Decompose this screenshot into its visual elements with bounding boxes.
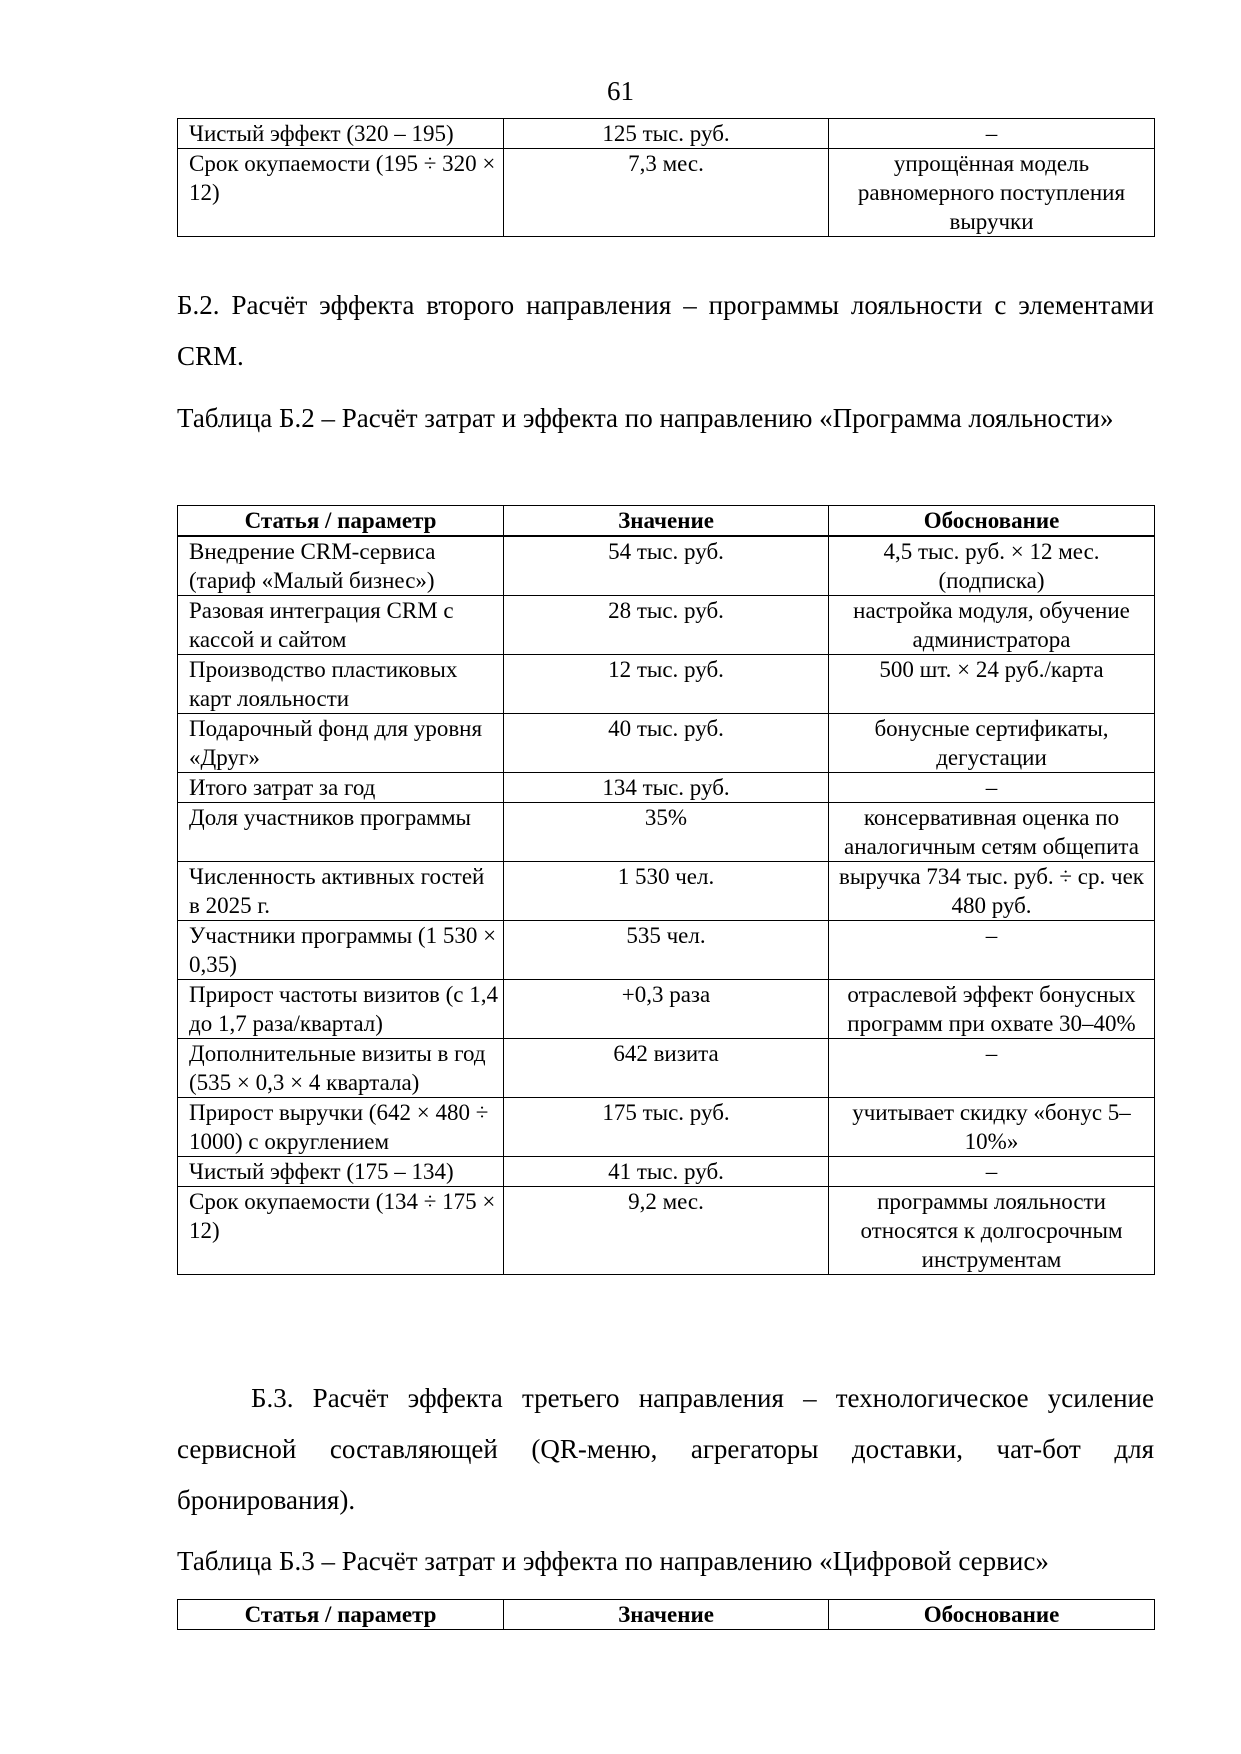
table-cell-param: Подарочный фонд для уровня «Друг» [178,714,504,773]
table-cell-value: 35% [504,803,829,862]
table-cell-value: 1 530 чел. [504,862,829,921]
column-header-justification: Обоснование [829,506,1155,537]
table-cell-param: Дополнительные визиты в год (535 × 0,3 × 4 квартала) [178,1039,504,1098]
table-cell-justification: программы лояльности относятся к долгосрочным инструментам [829,1187,1155,1275]
table-row [178,1157,1155,1187]
table-cell-value: 40 тыс. руб. [504,714,829,773]
table-cell-param: Доля участников программы [178,803,504,862]
table-header-row [178,506,1155,537]
table-row [178,862,1155,921]
table-cell-value: 134 тыс. руб. [504,773,829,803]
table-row [178,1187,1155,1275]
table-cell-value: 12 тыс. руб. [504,655,829,714]
table-cell-value: 54 тыс. руб. [504,536,829,596]
table-cell-justification: – [829,1157,1155,1187]
table-header-row [178,1600,1155,1630]
table-cell-param: Прирост выручки (642 × 480 ÷ 1000) с округлением [178,1098,504,1157]
table-b3-caption: Таблица Б.3 – Расчёт затрат и эффекта по направлению «Цифровой сервис» [177,1546,1049,1576]
table-cell-value: 7,3 мес. [504,149,829,237]
section-b3-heading: Б.3. Расчёт эффекта третьего направления – технологическое усиление сервисной составляющей (QR-меню, агрегаторы доставки, чат-бот для бронирования). [177,1383,1154,1515]
page-number: 61 [607,76,634,106]
table-row [178,536,1155,596]
table-cell-justification: отраслевой эффект бонусных программ при охвате 30–40% [829,980,1155,1039]
table-cell-value: 642 визита [504,1039,829,1098]
table-row [178,119,1155,149]
table-cell-value: 9,2 мес. [504,1187,829,1275]
table-cell-value: 535 чел. [504,921,829,980]
table-cell-param: Срок окупаемости (134 ÷ 175 × 12) [178,1187,504,1275]
table-row [178,1039,1155,1098]
table-cell-justification: консервативная оценка по аналогичным сетям общепита [829,803,1155,862]
table-cell-param: Чистый эффект (175 – 134) [178,1157,504,1187]
table-row [178,149,1155,237]
table-row [178,803,1155,862]
table-cell-justification: 500 шт. × 24 руб./карта [829,655,1155,714]
table-row [178,714,1155,773]
table-cell-justification: 4,5 тыс. руб. × 12 мес. (подписка) [829,536,1155,596]
table-b3 [177,1599,1155,1630]
table-cell-value: 175 тыс. руб. [504,1098,829,1157]
table-cell-justification: – [829,119,1155,149]
table-cell-justification: учитывает скидку «бонус 5–10%» [829,1098,1155,1157]
table-cell-value: 28 тыс. руб. [504,596,829,655]
table-cell-param: Численность активных гостей в 2025 г. [178,862,504,921]
table-row [178,655,1155,714]
table-cell-justification: – [829,773,1155,803]
table-cell-justification: упрощённая модель равномерного поступления выручки [829,149,1155,237]
table-cell-param: Участники программы (1 530 × 0,35) [178,921,504,980]
column-header-value: Значение [504,506,829,537]
table-cell-param: Срок окупаемости (195 ÷ 320 × 12) [178,149,504,237]
table-cell-value: +0,3 раза [504,980,829,1039]
table-row [178,1098,1155,1157]
table-cell-param: Итого затрат за год [178,773,504,803]
table-cell-justification: бонусные сертификаты, дегустации [829,714,1155,773]
column-header-param: Статья / параметр [178,1600,504,1630]
table-cell-param: Внедрение CRM-сервиса (тариф «Малый бизнес») [178,536,504,596]
table-cell-value: 125 тыс. руб. [504,119,829,149]
table-cell-param: Производство пластиковых карт лояльности [178,655,504,714]
table-cell-value: 41 тыс. руб. [504,1157,829,1187]
table-cell-param: Прирост частоты визитов (с 1,4 до 1,7 раза/квартал) [178,980,504,1039]
table-b2-caption: Таблица Б.2 – Расчёт затрат и эффекта по направлению «Программа лояльности» [177,403,1114,433]
table-row [178,980,1155,1039]
column-header-justification: Обоснование [829,1600,1155,1630]
table-cell-justification: – [829,1039,1155,1098]
column-header-param: Статья / параметр [178,506,504,537]
table-cell-param: Разовая интеграция CRM с кассой и сайтом [178,596,504,655]
table-cell-justification: – [829,921,1155,980]
table-b1-tail [177,118,1155,237]
table-row [178,773,1155,803]
table-cell-param: Чистый эффект (320 – 195) [178,119,504,149]
column-header-value: Значение [504,1600,829,1630]
table-row [178,921,1155,980]
table-cell-justification: настройка модуля, обучение администратора [829,596,1155,655]
section-b2-heading: Б.2. Расчёт эффекта второго направления – программы лояльности с элементами CRM. [177,290,1154,371]
table-b2 [177,505,1155,1275]
table-row [178,596,1155,655]
table-cell-justification: выручка 734 тыс. руб. ÷ ср. чек 480 руб. [829,862,1155,921]
